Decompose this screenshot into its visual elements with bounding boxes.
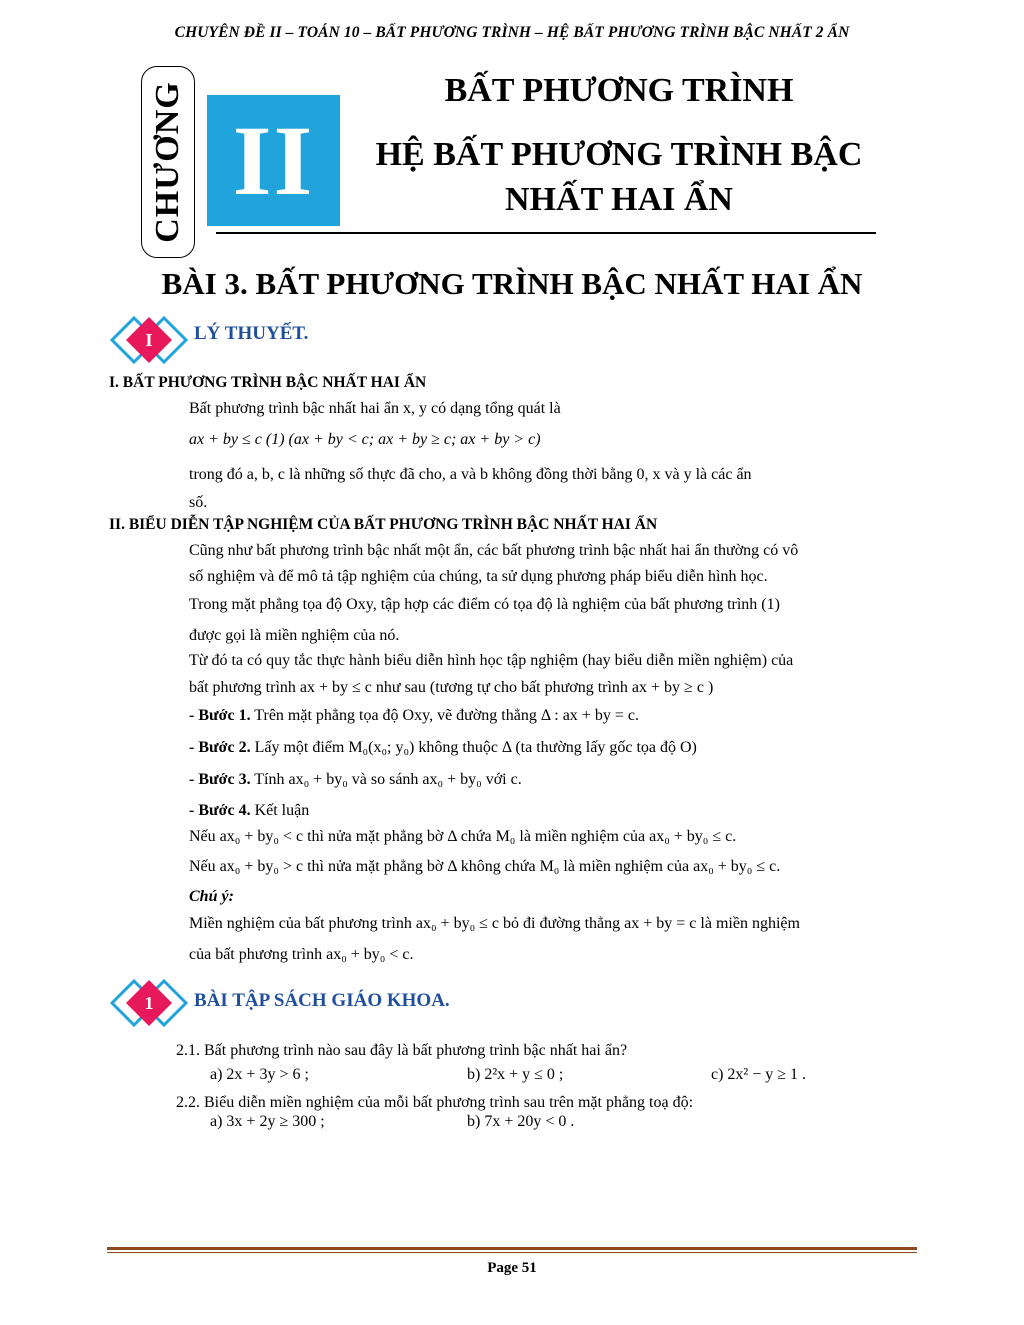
exercise-2-1-a: a) 2x + 3y > 6 ; xyxy=(210,1066,309,1083)
part2-line1: Cũng như bất phương trình bậc nhất một ẩn, các bất phương trình bậc nhất hai ẩn thường có vô xyxy=(189,542,799,559)
chapter-word: CHƯƠNG xyxy=(149,81,187,243)
part1-formula: ax + by ≤ c (1) (ax + by < c; ax + by ≥ c; ax + by > c) xyxy=(189,431,541,448)
exercise-2-1: 2.1. Bất phương trình nào sau đây là bất phương trình bậc nhất hai ẩn? xyxy=(176,1042,628,1059)
step4-text: Kết luận xyxy=(250,802,310,819)
exercise-2-2-a: a) 3x + 2y ≥ 300 ; xyxy=(210,1113,325,1130)
section-badge-theory-label: I xyxy=(145,330,153,350)
running-header: CHUYÊN ĐỀ II – TOÁN 10 – BẤT PHƯƠNG TRÌNH – HỆ BẤT PHƯƠNG TRÌNH BẬC NHẤT 2 ẨN xyxy=(174,24,850,41)
chapter-title-line2: HỆ BẤT PHƯƠNG TRÌNH BẬC xyxy=(375,136,863,173)
step3 xyxy=(189,771,522,789)
section-badge-theory xyxy=(106,315,192,365)
step2-label: - Bước 2. xyxy=(189,739,251,756)
exercise-2-2: 2.2. Biểu diễn miền nghiệm của mỗi bất phương trình sau trên mặt phẳng toạ độ: xyxy=(176,1094,694,1111)
part1-line3: trong đó a, b, c là những số thực đã cho, a và b không đồng thời bằng 0, x và y là các ẩn xyxy=(189,466,752,483)
step1-text: Trên mặt phẳng tọa độ Oxy, vẽ đường thẳng Δ : ax + by = c. xyxy=(250,707,639,724)
note-line2: của bất phương trình ax₀ + by₀ < c. xyxy=(189,946,414,963)
part2-heading: II. BIỂU DIỄN TẬP NGHIỆM CỦA BẤT PHƯƠNG TRÌNH BẬC NHẤT HAI ẨN xyxy=(109,516,658,533)
section-title-exercises: BÀI TẬP SÁCH GIÁO KHOA. xyxy=(194,990,450,1011)
step1-label: - Bước 1. xyxy=(189,707,251,724)
chapter-label xyxy=(141,66,195,258)
chapter-number-box xyxy=(207,95,340,226)
step2-text: Lấy một điểm M₀(x₀; y₀) không thuộc Δ (ta thường lấy gốc tọa độ O) xyxy=(250,739,697,756)
section-title-theory: LÝ THUYẾT. xyxy=(194,323,309,344)
footer-rule-thin xyxy=(107,1252,917,1253)
part2-line5: Từ đó ta có quy tắc thực hành biểu diễn hình học tập nghiệm (hay biểu diễn miền nghiệm) của xyxy=(189,652,794,669)
part2-line3: Trong mặt phẳng tọa độ Oxy, tập hợp các điểm có tọa độ là nghiệm của bất phương trình (1) xyxy=(189,596,780,613)
step4-label: - Bước 4. xyxy=(189,802,251,819)
step4 xyxy=(189,802,309,820)
part2-line4: được gọi là miền nghiệm của nó. xyxy=(189,627,400,644)
step1 xyxy=(189,707,639,725)
step2 xyxy=(189,739,697,757)
chapter-title-line1: BẤT PHƯƠNG TRÌNH xyxy=(444,72,794,109)
part1-heading: I. BẤT PHƯƠNG TRÌNH BẬC NHẤT HAI ẨN xyxy=(109,374,427,391)
conclusion-2: Nếu ax₀ + by₀ > c thì nửa mặt phẳng bờ Δ không chứa M₀ là miền nghiệm của ax₀ + by₀ ≤ c. xyxy=(189,858,781,875)
footer-rule-thick xyxy=(107,1247,917,1250)
lesson-title: BÀI 3. BẤT PHƯƠNG TRÌNH BẬC NHẤT HAI ẨN xyxy=(161,266,863,301)
exercise-2-2-b: b) 7x + 20y < 0 . xyxy=(467,1113,575,1130)
chapter-title-rest xyxy=(360,132,878,222)
chapter-divider xyxy=(216,232,876,234)
chapter-number: II xyxy=(232,104,315,216)
part2-line6: bất phương trình ax + by ≤ c như sau (tương tự cho bất phương trình ax + by ≥ c ) xyxy=(189,679,714,696)
part1-line1: Bất phương trình bậc nhất hai ẩn x, y có dạng tổng quát là xyxy=(189,400,561,417)
step3-text: Tính ax₀ + by₀ và so sánh ax₀ + by₀ với c. xyxy=(250,771,522,788)
chapter-title-line3: NHẤT HAI ẨN xyxy=(505,181,733,218)
exercise-2-1-c: c) 2x² − y ≥ 1 . xyxy=(711,1066,807,1083)
section-badge-exercises-label: 1 xyxy=(144,993,154,1013)
note-line1: Miền nghiệm của bất phương trình ax₀ + by₀ ≤ c bỏ đi đường thẳng ax + by = c là miền nghiệm xyxy=(189,915,800,932)
exercise-2-1-b: b) 2²x + y ≤ 0 ; xyxy=(467,1066,564,1083)
note-label: Chú ý: xyxy=(189,888,234,905)
conclusion-1: Nếu ax₀ + by₀ < c thì nửa mặt phẳng bờ Δ chứa M₀ là miền nghiệm của ax₀ + by₀ ≤ c. xyxy=(189,828,737,845)
step3-label: - Bước 3. xyxy=(189,771,251,788)
part1-line4: số. xyxy=(189,494,208,511)
section-badge-exercises xyxy=(106,978,192,1028)
part2-line2: số nghiệm và để mô tả tập nghiệm của chúng, ta sử dụng phương pháp biểu diễn hình học. xyxy=(189,568,768,585)
page-number: Page 51 xyxy=(487,1260,537,1276)
